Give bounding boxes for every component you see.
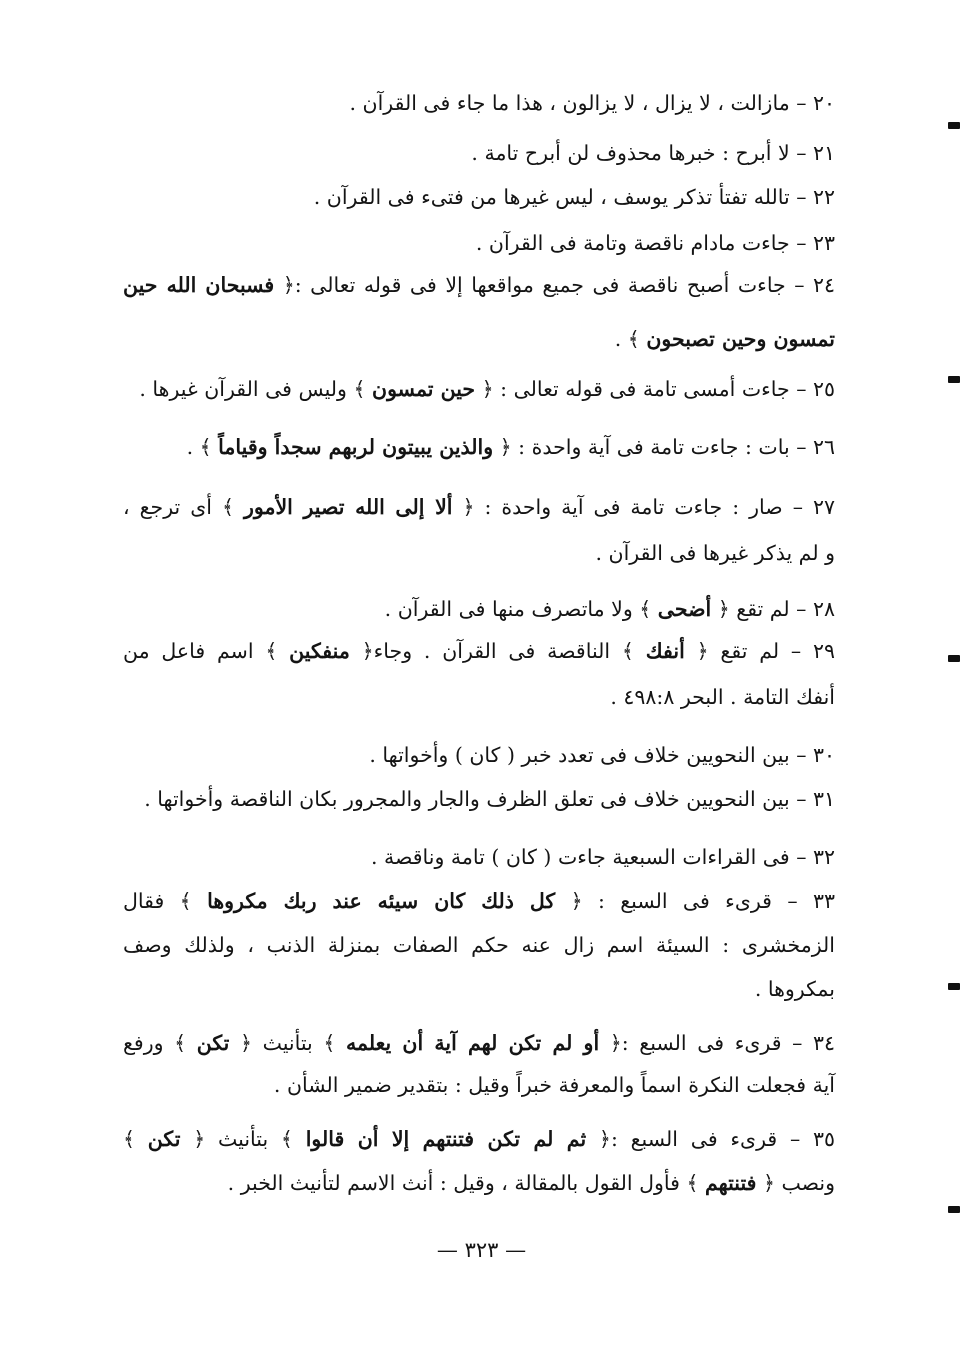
quran-quote: حين تمسون: [372, 377, 476, 401]
text-line: [123, 136, 835, 170]
text-segment: ﴾ أى ترجع ،: [123, 495, 244, 519]
quran-quote: أضحى: [657, 597, 712, 621]
text-line: [123, 1122, 835, 1156]
text-segment: ٣١ – بين النحويين خلاف فى تعلق الظرف والجار والمجرور بكان الناقصة وأخواتها .: [144, 787, 835, 811]
text-segment: ﴾ وليس فى القرآن غيرها .: [139, 377, 373, 401]
text-segment: ﴾ فقال: [123, 889, 208, 913]
text-segment: بمكروها .: [754, 977, 835, 1001]
margin-mark: [948, 983, 960, 990]
text-segment: ٢٩ – لم تقع ﴿: [684, 639, 836, 663]
text-segment: ٣٣ – قرىء فى السبع : ﴿: [555, 889, 836, 913]
text-segment: و لم يذكر غيرها فى القرآن .: [595, 541, 835, 565]
text-segment: أنفك التامة . البحر ٤٩٨:٨ .: [610, 685, 835, 709]
text-segment: ٢٧ – صار : جاءت تامة فى آية واحدة : ﴿: [452, 495, 835, 519]
quran-quote: فتنتهم: [704, 1171, 757, 1195]
quran-quote: والذين يبيتون لربهم سجداً وقياماً: [218, 435, 494, 459]
page-number: — ٣٢٣ —: [436, 1238, 527, 1262]
text-line: [123, 884, 835, 918]
text-segment: ﴾ الناقصة فى القرآن . وجاء﴿: [349, 639, 646, 663]
text-segment: ﴾ .: [614, 327, 647, 351]
text-line: [123, 536, 835, 570]
text-segment: ٢٣ – جاءت مادام ناقصة وتامة فى القرآن .: [475, 231, 835, 255]
text-line: [123, 1026, 835, 1060]
text-line: [123, 430, 835, 464]
text-segment: ﴾ اسم فاعل من: [123, 639, 290, 663]
text-segment: ٢٤ – جاءت أصبح ناقصة فى جميع مواقعها إلا فى قوله تعالى :﴿: [274, 273, 836, 297]
quran-quote: كل ذلك كان سيئه عند ربك مكروها: [207, 889, 556, 913]
quran-quote: منفكين: [289, 639, 350, 663]
text-segment: ٣٠ – بين النحويين خلاف فى تعدد خبر ( كان ) وأخواتها .: [369, 743, 835, 767]
text-segment: ﴾ بتأنيث ﴿: [229, 1031, 346, 1055]
text-line: [123, 928, 835, 962]
text-line: [123, 1166, 835, 1200]
text-segment: ﴾ ولا ماتصرف منها فى القرآن .: [384, 597, 658, 621]
quran-quote: ثم لم تكن فتنتهم إلا أن قالوا: [305, 1127, 587, 1151]
text-line: [123, 782, 835, 816]
text-line: [123, 180, 835, 214]
text-line: [123, 840, 835, 874]
quran-quote: فسبحان الله حين: [123, 273, 275, 297]
quran-quote: أنفك: [645, 639, 685, 663]
margin-mark: [948, 122, 960, 129]
quran-quote: ألا إلى الله تصير الأمور: [243, 495, 453, 519]
text-segment: ٢٢ – تالله تفتأ تذكر يوسف ، ليس غيرها من فتىء فى القرآن .: [313, 185, 835, 209]
text-line: [123, 634, 835, 668]
text-segment: ﴾: [123, 1127, 148, 1151]
margin-mark: [948, 376, 960, 383]
text-segment: ٢٦ – بات : جاءت تامة فى آية واحدة : ﴿: [493, 435, 835, 459]
text-line: [123, 1068, 835, 1102]
text-line: [123, 490, 835, 524]
text-segment: الزمخشرى : السيئة اسم زال عنه حكم الصفات بمنزلة الذنب ، ولذلك وصف: [123, 933, 835, 957]
text-segment: ٢١ – لا أبرح : خبرها محذوف لن أبرح تامة .: [471, 141, 835, 165]
text-segment: ٢٠ – مازالت ، لا يزال ، لا يزالون ، هذا ما جاء فى القرآن .: [349, 91, 835, 115]
text-segment: ﴾ فأول القول بالمقالة ، وقيل : أنث الاسم لتأنيث الخبر .: [227, 1171, 705, 1195]
quran-quote: تكن: [147, 1127, 181, 1151]
text-line: [123, 226, 835, 260]
quran-quote: أو لم تكن لهم آية أن يعلمه: [345, 1031, 600, 1055]
text-segment: ﴾ ورفع: [123, 1031, 197, 1055]
text-line: [123, 592, 835, 626]
text-line: [123, 972, 835, 1006]
quran-quote: تكن: [196, 1031, 230, 1055]
text-segment: ٣٢ – فى القراءات السبعية جاءت ( كان ) تامة وناقصة .: [370, 845, 835, 869]
text-segment: ٢٨ – لم تقع ﴿: [711, 597, 835, 621]
text-line: [123, 738, 835, 772]
margin-mark: [948, 1206, 960, 1213]
text-segment: ونصب ﴿: [756, 1171, 835, 1195]
text-segment: ٣٤ – قرىء فى السبع :﴿: [599, 1031, 835, 1055]
text-segment: ٢٥ – جاءت أمسى تامة فى قوله تعالى : ﴿: [475, 377, 835, 401]
quran-quote: تمسون وحين تصبحون: [646, 327, 835, 351]
text-segment: ﴾ .: [186, 435, 219, 459]
text-line: [123, 372, 835, 406]
text-line: [123, 268, 835, 302]
text-segment: آية فجعلت النكرة اسماً والمعرفة خبراً وقيل : بتقدير ضمير الشأن .: [273, 1073, 835, 1097]
text-line: [123, 322, 835, 356]
text-segment: ٣٥ – قرىء فى السبع :﴿: [586, 1127, 836, 1151]
margin-mark: [948, 655, 960, 662]
text-line: [123, 680, 835, 714]
text-segment: ﴾ بتأنيث ﴿: [180, 1127, 306, 1151]
text-line: [123, 86, 835, 120]
